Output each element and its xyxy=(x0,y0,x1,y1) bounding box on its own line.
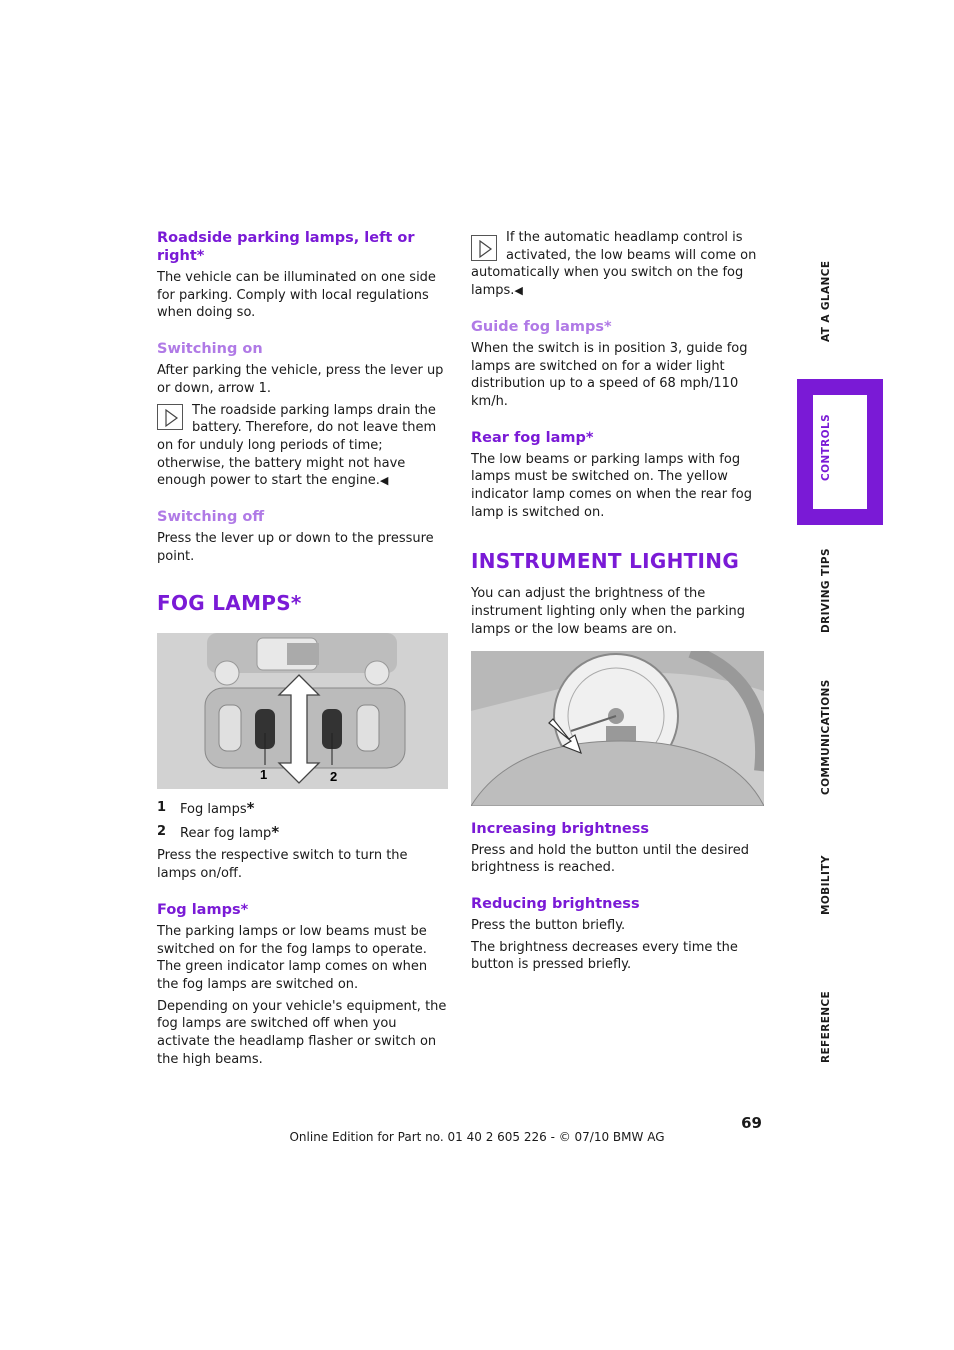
footer-text: Online Edition for Part no. 01 40 2 605 226 - © 07/10 BMW AG xyxy=(289,1130,665,1144)
fog-lamp-list xyxy=(157,797,449,845)
note-text: The roadside parking lamps drain the battery. Therefore, do not leave them on for unduly long periods of time; otherwise, the battery might not have enough power to start the engine. xyxy=(157,402,437,489)
instrument-lighting-title: INSTRUMENT LIGHTING xyxy=(471,549,740,574)
fog-switch-illustration xyxy=(157,633,448,789)
list-item: 1 Fog lamps* xyxy=(157,799,255,818)
increasing-brightness-heading: Increasing brightness xyxy=(471,820,649,837)
reducing-brightness-text-1: Press the button briefly. xyxy=(471,917,626,933)
figure-label-2: 2 xyxy=(330,769,338,785)
left-column xyxy=(157,229,449,1068)
fog-lamp-switch-figure xyxy=(157,633,448,789)
right-column xyxy=(471,229,763,974)
fog-lamps-text-1: The parking lamps or low beams must be switched on for the fog lamps to operate. The green indicator lamp comes on when the fog lamps are switched on. xyxy=(157,923,428,992)
note-triangle-icon xyxy=(471,235,497,261)
reducing-brightness-heading: Reducing brightness xyxy=(471,895,640,912)
speedometer-illustration xyxy=(471,651,764,806)
fog-lamps-subheading: Fog lamps* xyxy=(157,901,249,918)
end-mark-icon: ◀ xyxy=(514,284,523,298)
page-number: 69 xyxy=(741,1114,762,1132)
press-switch-text: Press the respective switch to turn the lamps on/off. xyxy=(157,848,408,882)
note-block xyxy=(157,402,449,491)
guide-fog-heading: Guide fog lamps* xyxy=(471,318,612,335)
note-text: If the automatic headlamp control is activated, the low beams will come on automatically when you switch on the fog lamps. xyxy=(471,230,757,299)
reducing-brightness-text-2: The brightness decreases every time the button is pressed briefly. xyxy=(471,939,738,973)
switching-on-text: After parking the vehicle, press the lever up or down, arrow 1. xyxy=(157,363,444,396)
note-block xyxy=(471,229,763,300)
instrument-lighting-text: You can adjust the brightness of the instrument lighting only when the parking lamps or the low beams are on. xyxy=(471,586,746,637)
switching-on-heading: Switching on xyxy=(157,341,263,358)
fog-lamps-title: FOG LAMPS* xyxy=(157,591,302,616)
roadside-heading: Roadside parking lamps, left or right* xyxy=(157,230,415,264)
rear-fog-heading: Rear fog lamp* xyxy=(471,429,594,446)
end-mark-icon: ◀ xyxy=(379,474,389,488)
figure-label-1: 1 xyxy=(260,767,268,783)
switching-off-text: Press the lever up or down to the pressure point. xyxy=(157,531,434,564)
roadside-text: The vehicle can be illuminated on one side for parking. Comply with local regulations when doing so. xyxy=(157,270,436,321)
increasing-brightness-text: Press and hold the button until the desired brightness is reached. xyxy=(471,842,749,876)
list-item: 2 Rear fog lamp* xyxy=(157,823,280,842)
rear-fog-text: The low beams or parking lamps with fog lamps must be switched on. The yellow indicator lamp comes on when the rear fog lamp is switched on. xyxy=(471,451,752,520)
fog-lamps-text-2: Depending on your vehicle's equipment, the fog lamps are switched off when you activate the headlamp flasher or switch on the high beams. xyxy=(157,998,447,1067)
note-triangle-icon xyxy=(157,404,183,430)
instrument-panel-figure xyxy=(471,651,764,806)
guide-fog-text: When the switch is in position 3, guide fog lamps are switched on for a wider light distribution up to a speed of 68 mph/110 km/h. xyxy=(471,340,748,409)
switching-off-heading: Switching off xyxy=(157,509,265,526)
